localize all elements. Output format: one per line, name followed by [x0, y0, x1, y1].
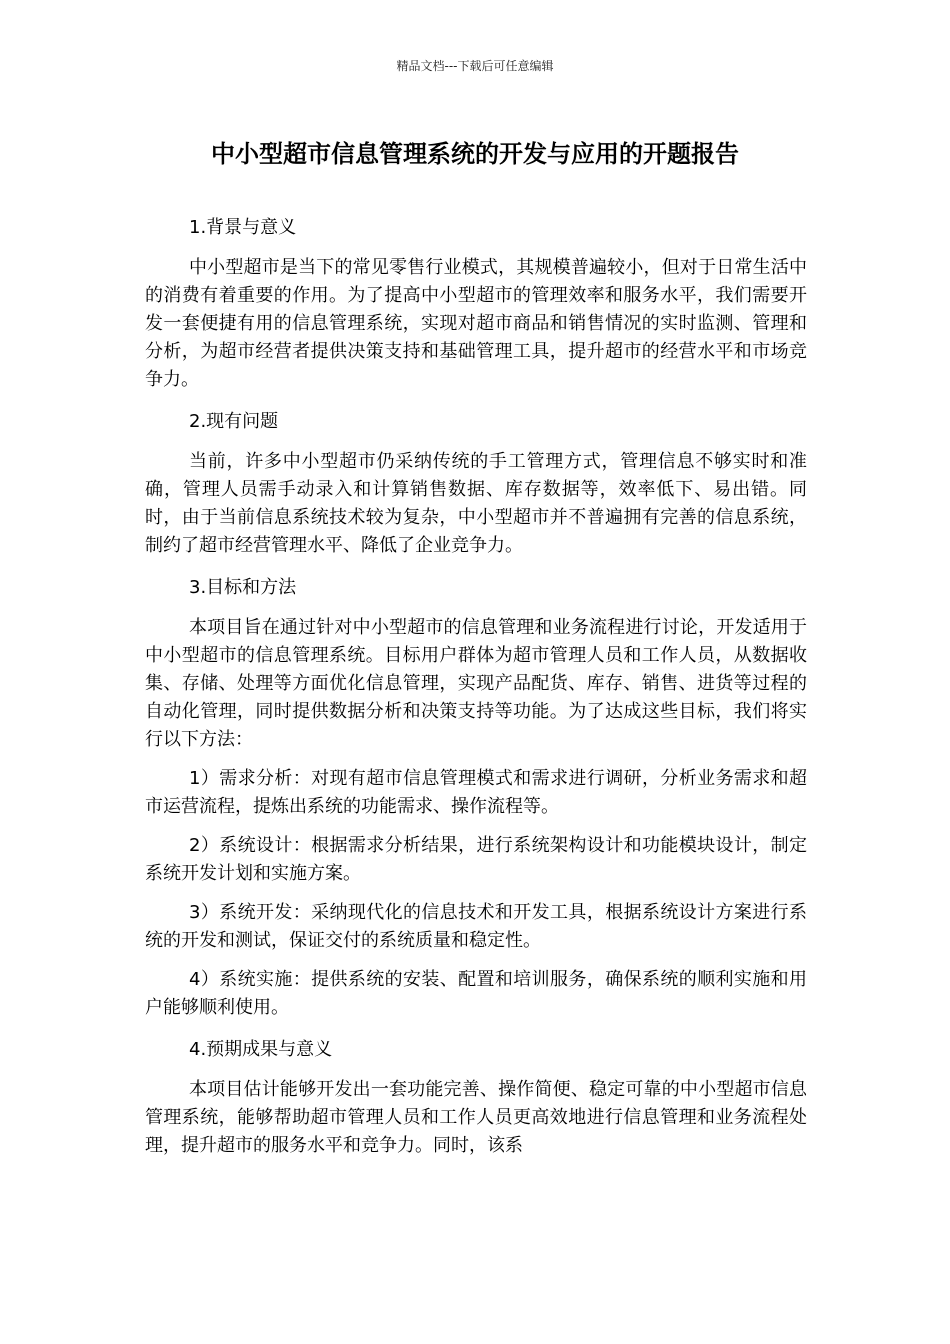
- section-heading-goals-methods: 3.目标和方法: [189, 577, 297, 598]
- paragraph-background: 中小型超市是当下的常见零售行业模式，其规模普遍较小，但对于日常生活中的消费有着重要的作用。为了提高中小型超市的管理效率和服务水平，我们需要开发一套便捷有用的信息管理系统，实现对超市商品和销售情况的实时监测、管理和分析，为超市经营者提供决策支持和基础管理工具，提升超市的经营水平和市场竞争力。: [145, 257, 807, 390]
- section-heading-background: 1.背景与意义: [189, 217, 297, 238]
- paragraph-goals: 本项目旨在通过针对中小型超市的信息管理和业务流程进行讨论，开发适用于中小型超市的信息管理系统。目标用户群体为超市管理人员和工作人员，从数据收集、存储、处理等方面优化信息管理，实现产品配货、库存、销售、进货等过程的自动化管理，同时提供数据分析和决策支持等功能。为了达成这些目标，我们将实行以下方法：: [145, 617, 807, 750]
- section-heading-problems: 2.现有问题: [189, 411, 279, 432]
- paragraph-outcomes: 本项目估计能够开发出一套功能完善、操作简便、稳定可靠的中小型超市信息管理系统，能够帮助超市管理人员和工作人员更高效地进行信息管理和业务流程处理，提升超市的服务水平和竞争力。同时，该系: [145, 1079, 807, 1156]
- paragraph-method-development: 3）系统开发：采纳现代化的信息技术和开发工具，根据系统设计方案进行系统的开发和测试，保证交付的系统质量和稳定性。: [145, 902, 807, 951]
- section-heading-outcomes: 4.预期成果与意义: [189, 1039, 333, 1060]
- document-body: [145, 211, 807, 1171]
- header-note: 精品文档---下载后可任意编辑: [396, 59, 554, 73]
- paragraph-method-design: 2）系统设计：根据需求分析结果，进行系统架构设计和功能模块设计，制定系统开发计划和实施方案。: [145, 835, 807, 884]
- document-title: 中小型超市信息管理系统的开发与应用的开题报告: [211, 140, 739, 168]
- paragraph-problems: 当前，许多中小型超市仍采纳传统的手工管理方式，管理信息不够实时和准确，管理人员需手动录入和计算销售数据、库存数据等，效率低下、易出错。同时，由于当前信息系统技术较为复杂，中小型超市并不普遍拥有完善的信息系统，制约了超市经营管理水平、降低了企业竞争力。: [145, 451, 807, 556]
- paragraph-method-requirements: 1）需求分析：对现有超市信息管理模式和需求进行调研，分析业务需求和超市运营流程，提炼出系统的功能需求、操作流程等。: [145, 768, 807, 817]
- paragraph-method-implementation: 4）系统实施：提供系统的安装、配置和培训服务，确保系统的顺利实施和用户能够顺利使用。: [145, 969, 807, 1018]
